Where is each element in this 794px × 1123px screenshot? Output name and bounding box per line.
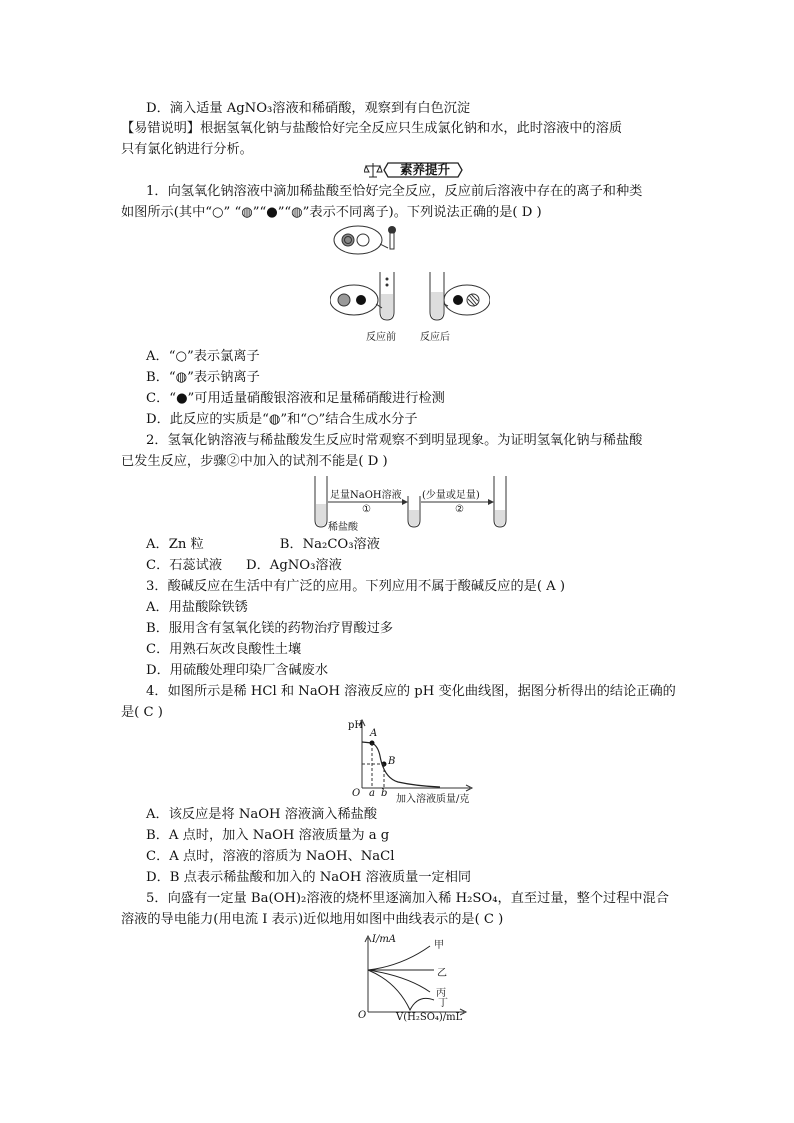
q5-curve-ding: 丁 [438, 998, 448, 1009]
error-note-line1: 【易错说明】根据氢氧化钠与盐酸恰好完全反应只生成氯化钠和水，此时溶液中的溶质 [121, 121, 623, 136]
q1-label-before: 反应前 [366, 332, 396, 343]
q5-figure [352, 932, 472, 1028]
q2-arrow2-top: (少量或足量) [422, 490, 480, 501]
q2-options-ab [0, 535, 794, 554]
q4-origin: O [352, 788, 361, 799]
q5-ylabel: I/mA [372, 934, 397, 945]
q2-option-a: A．Zn 粒 [146, 537, 204, 552]
q2-tube-label: 稀盐酸 [328, 522, 358, 533]
q4-option-c: C．A 点时，溶液的溶质为 NaOH、NaCl [146, 849, 395, 864]
q5-stem-line1: 5．向盛有一定量 Ba(OH)₂溶液的烧杯里逐滴加入稀 H₂SO₄，直至过量，整个过程中混合 [146, 891, 669, 906]
q4-option-b: B．A 点时，加入 NaOH 溶液质量为 a g [146, 828, 390, 843]
q2-figure [312, 474, 512, 538]
error-note-line2: 只有氯化钠进行分析。 [121, 142, 253, 157]
q4-tick-a: a [369, 788, 375, 799]
q1-option-b: B．“◍”表示钠离子 [146, 370, 260, 385]
q4-stem-line1: 4．如图所示是稀 HCl 和 NaOH 溶液反应的 pH 变化曲线图，据图分析得出的结论正确的 [146, 684, 676, 699]
q3-option-b: B．服用含有氢氧化镁的药物治疗胃酸过多 [146, 621, 394, 636]
q5-curve-bing: 丙 [436, 988, 446, 999]
q4-option-a: A．该反应是将 NaOH 溶液滴入稀盐酸 [146, 807, 378, 822]
q1-figure [330, 224, 490, 348]
q2-arrow2-bottom: ② [455, 504, 464, 515]
q5-xlabel: V(H₂SO₄)/mL [396, 1012, 463, 1023]
option-d-prev: D．滴入适量 AgNO₃溶液和稀硝酸，观察到有白色沉淀 [146, 101, 471, 116]
q2-stem-line1: 2．氢氧化钠溶液与稀盐酸发生反应时常观察不到明显现象。为证明氢氧化钠与稀盐酸 [146, 433, 643, 448]
q2-arrow1-bottom: ① [362, 504, 371, 515]
q5-curve-yi: 乙 [437, 968, 447, 979]
section-title: 素养提升 [400, 162, 451, 177]
q2-arrow1-top: 足量NaOH溶液 [330, 490, 402, 501]
q3-option-d: D．用硫酸处理印染厂含碱废水 [146, 663, 329, 678]
q1-stem-line2: 如图所示(其中“○” “◍”“●”“◍”表示不同离子)。下列说法正确的是( D ) [121, 205, 542, 220]
q3-option-c: C．用熟石灰改良酸性土壤 [146, 642, 302, 657]
q1-label-after: 反应后 [420, 332, 450, 343]
q5-curve-jia: 甲 [434, 940, 444, 951]
q4-ylabel: pH [348, 720, 364, 731]
q3-stem: 3．酸碱反应在生活中有广泛的应用。下列应用不属于酸碱反应的是( A ) [146, 579, 566, 594]
q3-option-a: A．用盐酸除铁锈 [146, 600, 248, 615]
q2-option-c: C．石蕊试液 [146, 558, 223, 573]
q2-option-b: B．Na₂CO₃溶液 [279, 537, 380, 552]
q4-tick-b: b [381, 788, 388, 799]
section-banner [364, 161, 464, 179]
q2-stem-line2: 已发生反应，步骤②中加入的试剂不能是( D ) [121, 454, 388, 469]
q4-stem-line2: 是( C ) [121, 705, 163, 720]
q1-option-d: D．此反应的实质是“◍”和“○”结合生成水分子 [146, 412, 418, 427]
q4-point-a: A [370, 728, 378, 739]
q4-option-d: D．B 点表示稀盐酸和加入的 NaOH 溶液质量一定相同 [146, 870, 472, 885]
q5-origin: O [358, 1010, 367, 1021]
q2-options-cd [0, 556, 794, 575]
scale-icon [364, 163, 382, 177]
q1-stem-line1: 1．向氢氧化钠溶液中滴加稀盐酸至恰好完全反应，反应前后溶液中存在的离子和种类 [146, 184, 643, 199]
q4-figure [342, 718, 477, 812]
q5-stem-line2: 溶液的导电能力(用电流 I 表示)近似地用如图中曲线表示的是( C ) [121, 912, 504, 927]
q4-point-b: B [388, 756, 396, 767]
q2-option-d: D．AgNO₃溶液 [246, 558, 342, 573]
q1-option-c: C．“●”可用适量硝酸银溶液和足量稀硝酸进行检测 [146, 391, 445, 406]
q1-option-a: A．“○”表示氯离子 [146, 349, 260, 364]
q4-xlabel: 加入溶液质量/克 [396, 794, 470, 805]
